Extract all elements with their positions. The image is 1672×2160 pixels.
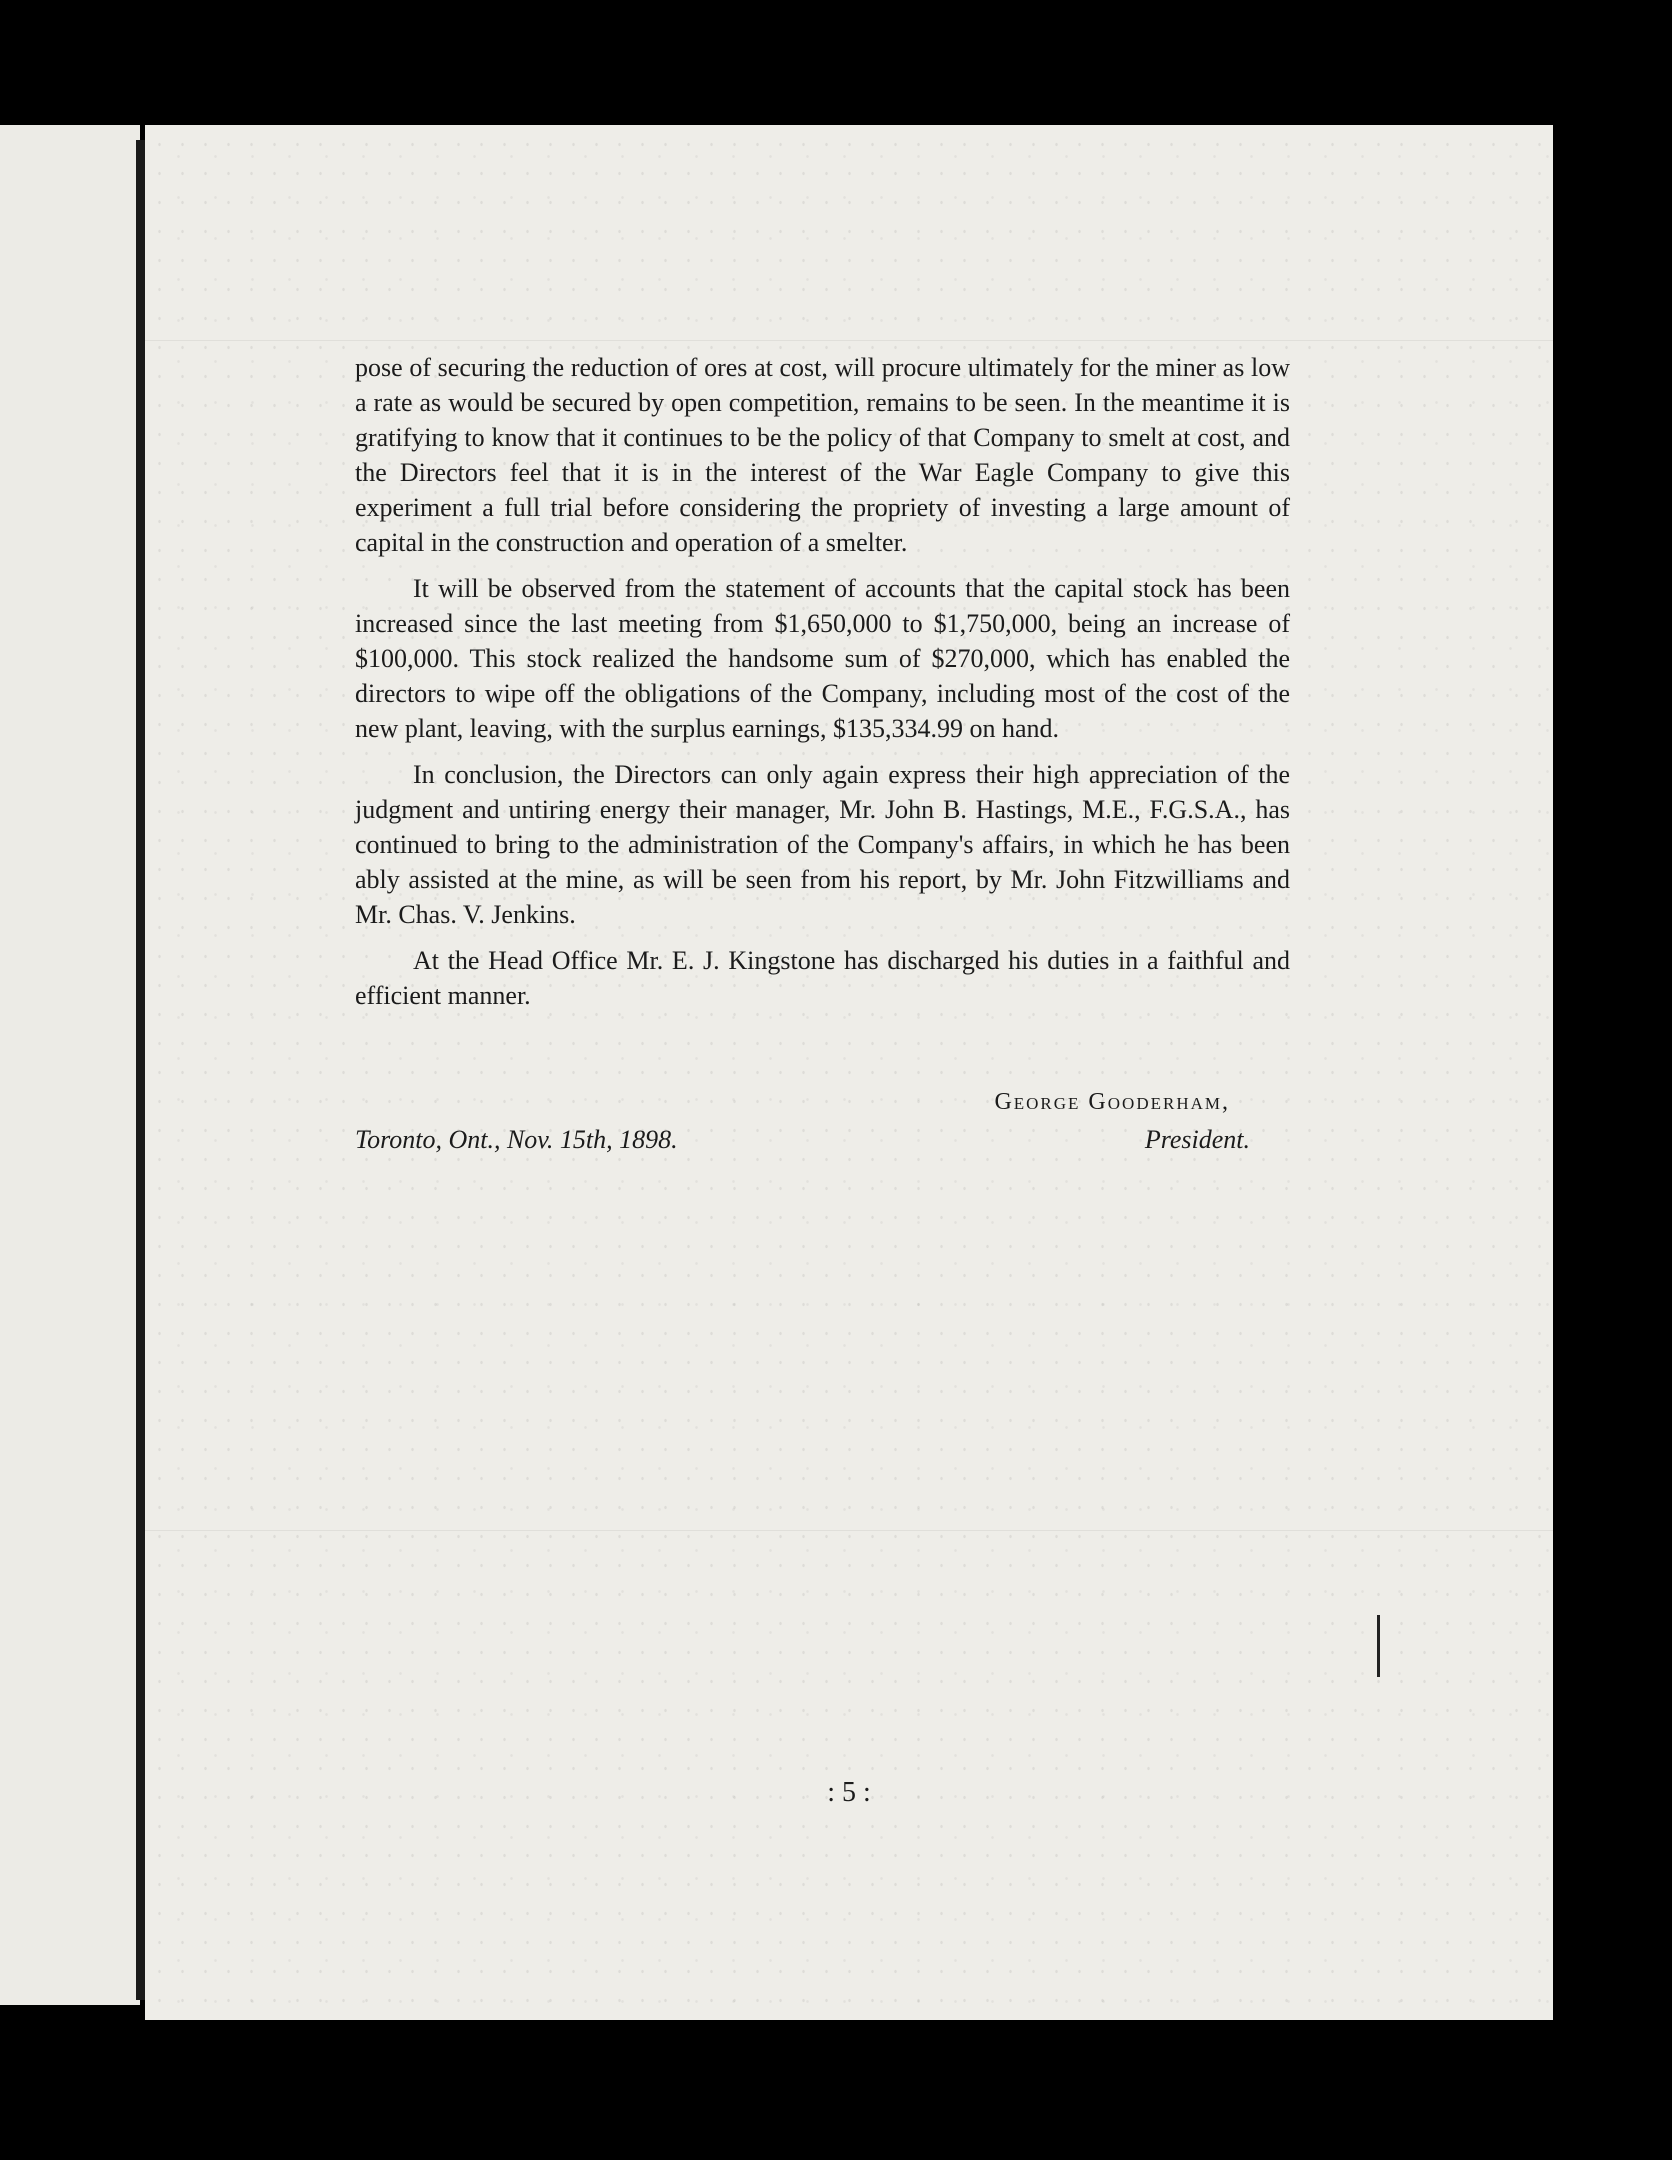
signatory-name: George Gooderham, (994, 1089, 1230, 1115)
signatory-title: President. (1144, 1125, 1250, 1154)
document-page (145, 125, 1553, 2020)
body-text (355, 350, 1290, 1024)
place-date: Toronto, Ont., Nov. 15th, 1898. (355, 1125, 678, 1154)
paragraph-head-office: At the Head Office Mr. E. J. Kingstone has discharged his duties in a faithful and efficient manner. (355, 946, 1290, 1010)
margin-mark (1377, 1615, 1380, 1677)
paragraph-continued: pose of securing the reduction of ores at cost, will procure ultimately for the miner as low a rate as would be secured by open competition, remains to be seen. In the meantime it is gratifying to know that it continues to be the policy of that Company to smelt at cost, and the Directors feel that it is in the interest of the War Eagle Company to give this experiment a full trial before considering the propriety of investing a large amount of capital in the construction and operation of a smelter. (355, 353, 1290, 557)
paragraph-conclusion: In conclusion, the Directors can only again express their high appreciation of the judgment and untiring energy their manager, Mr. John B. Hastings, M.E., F.G.S.A., has continued to bring to the administration of the Company's affairs, in which he has been ably assisted at the mine, as will be seen from his report, by Mr. John Fitzwilliams and Mr. Chas. V. Jenkins. (355, 760, 1290, 929)
book-spine (136, 140, 145, 2000)
paragraph-capital-stock: It will be observed from the statement of accounts that the capital stock has been increased since the last meeting from $1,650,000 to $1,750,000, being an increase of $100,000. This stock realized the handsome sum of $270,000, which has enabled the directors to wipe off the obligations of the Company, including most of the cost of the new plant, leaving, with the surplus earnings, $135,334.99 on hand. (355, 574, 1290, 743)
signature-block (355, 1089, 1290, 1169)
paper-fold-line (145, 1530, 1553, 1531)
paper-fold-line (145, 340, 1553, 341)
facing-page-edge (0, 125, 140, 2005)
page-number: : 5 : (827, 1777, 871, 1808)
